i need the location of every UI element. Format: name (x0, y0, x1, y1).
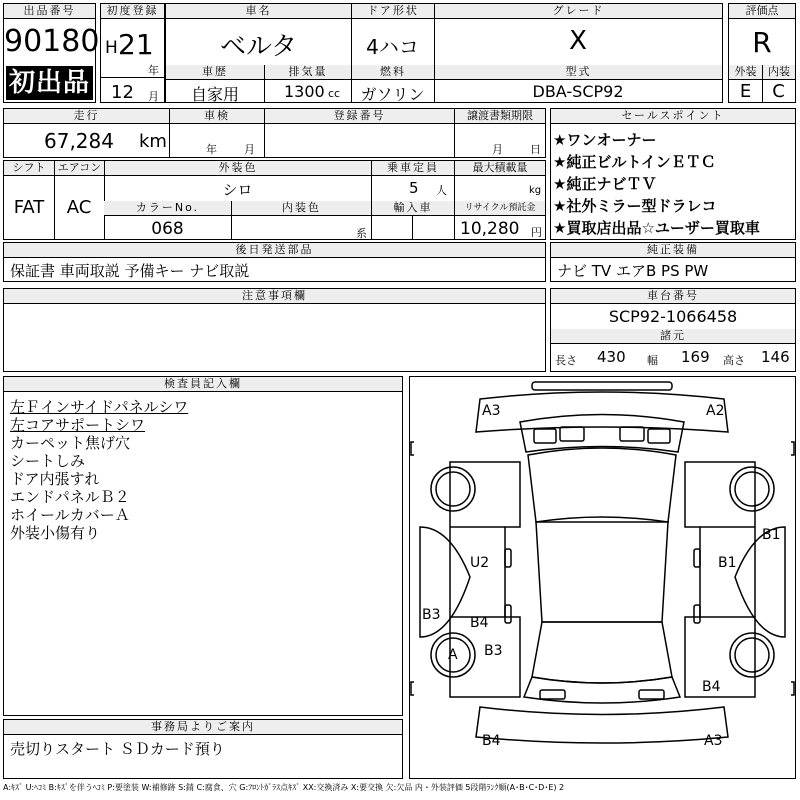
inspector-label: 検査員記入欄 (4, 377, 402, 392)
lot-number: 90180 (4, 24, 100, 59)
fuel: ガソリン (360, 85, 425, 104)
mileage: 67,284 (44, 129, 114, 153)
height-label: 高さ (723, 354, 745, 367)
ext-color-label: 外装色 (104, 161, 371, 176)
score: R (752, 26, 772, 59)
registration-label: 登録番号 (264, 109, 454, 124)
capacity-unit: 人 (436, 184, 447, 197)
recycle-fee: 10,280 (460, 219, 520, 239)
shift-label: シフト (4, 161, 54, 176)
month-unit: 月 (148, 90, 159, 103)
inspection-year-unit: 年 (206, 143, 217, 156)
transfer-day-unit: 日 (530, 143, 541, 156)
chassis-box (550, 288, 796, 372)
history-label: 車歴 (166, 65, 264, 80)
chassis-number: SCP92-1066458 (608, 307, 738, 326)
mileage-unit: km (139, 131, 167, 152)
damage-mark: B3 (422, 607, 441, 623)
spec-box (3, 160, 546, 240)
genuine-label: 純正装備 (551, 243, 795, 258)
first-reg-label: 初度登録 (101, 4, 164, 19)
later-parts-box (3, 242, 546, 282)
transfer-label: 譲渡書類期限 (454, 109, 545, 124)
main-info-box (165, 3, 723, 103)
damage-mark: B4 (470, 615, 489, 631)
sales-point-item: ★純正ナビＴＶ (553, 175, 657, 193)
first-registration-box (100, 3, 165, 103)
lot-box (3, 3, 100, 103)
import-label: 輸入車 (371, 201, 454, 216)
score-label: 評価点 (729, 4, 795, 19)
chassis-label: 車台番号 (551, 289, 795, 304)
score-box (728, 3, 796, 103)
genuine-equipment: ナビ TV エアB PS PW (557, 262, 709, 280)
car-name-label: 車名 (166, 4, 351, 19)
footer-legend: A:ｷｽﾞ U:ﾍｺﾐ B:ｷｽﾞを伴うﾍｺﾐ P:要塗装 W:補修跡 S:錆 C:腐食、穴 G:ﾌﾛﾝﾄｶﾞﾗｽ点ｷｽﾞ XX:交換済み X:要交換 欠:欠品 内・外装評価 5段階ﾗﾝｸ順(A･B･C･D･E) 2 (3, 783, 565, 792)
damage-mark: A2 (706, 403, 725, 419)
int-score-label: 内装 (762, 65, 795, 80)
sales-point-item: ★純正ビルトインＥＴＣ (553, 153, 716, 171)
int-score: C (772, 81, 785, 102)
inspector-note: 左Ｆインサイドパネルシワ (10, 398, 189, 416)
inspector-note: エンドパネルＢ２ (10, 488, 130, 506)
history: 自家用 (190, 85, 239, 104)
later-parts-label: 後日発送部品 (4, 243, 545, 258)
caution-label: 注意事項欄 (4, 289, 545, 304)
office-box (3, 719, 403, 779)
sales-point-item: ★ワンオーナー (553, 131, 657, 149)
model: DBA-SCP92 (532, 82, 624, 101)
office-notice: 売切りスタート ＳＤカード預り (10, 740, 225, 758)
damage-mark: B1 (718, 555, 737, 571)
door-label: ドア形状 (351, 4, 434, 19)
grade-label: グレード (434, 4, 722, 19)
int-color-unit: 系 (356, 227, 367, 240)
length-label: 長さ (555, 354, 577, 367)
later-parts: 保証書 車両取説 予備キー ナビ取説 (10, 262, 250, 280)
mileage-box (3, 108, 546, 158)
inspection-month-unit: 月 (244, 143, 255, 156)
caution-box (3, 288, 546, 372)
capacity-label: 乗車定員 (371, 161, 454, 176)
sales-point-item: ★社外ミラー型ドラレコ (553, 197, 717, 215)
mileage-label: 走行 (4, 109, 169, 124)
sales-points-box (550, 108, 796, 240)
inspector-note: ドア内張すれ (10, 470, 100, 488)
inspector-note: 外装小傷有り (10, 524, 101, 542)
height: 146 (761, 348, 790, 366)
ext-score: E (739, 81, 752, 102)
max-load-unit: kg (529, 185, 542, 196)
model-label: 型式 (434, 65, 722, 80)
genuine-equipment-box (550, 242, 796, 282)
fuel-label: 燃料 (351, 65, 434, 80)
transfer-month-unit: 月 (492, 143, 503, 156)
sales-point-item: ★買取店出品☆ユーザー買取車 (553, 219, 760, 237)
inspector-note: 左コアサポートシワ (10, 416, 146, 434)
color-no-label: カラーNo. (104, 201, 231, 216)
inspector-note: ホイールカバーＡ (10, 506, 130, 524)
inspection-label: 車検 (169, 109, 264, 124)
inspector-note: カーペット焦げ穴 (10, 434, 131, 452)
car-name: ベルタ (220, 32, 297, 62)
dims-label: 諸元 (551, 329, 795, 344)
damage-mark: B1 (762, 527, 781, 543)
aircon: AC (66, 197, 92, 218)
length: 430 (597, 348, 626, 366)
ext-color: シロ (222, 181, 253, 199)
damage-mark: B3 (484, 643, 503, 659)
inspector-note: シートしみ (10, 452, 86, 470)
capacity: 5 (409, 179, 419, 197)
displacement: 1300 (284, 82, 325, 101)
first-reg-year: 21 (118, 28, 154, 61)
shift: FAT (13, 197, 45, 218)
first-reg-month: 12 (111, 82, 134, 103)
sales-points-label: セールスポイント (551, 109, 795, 124)
damage-mark: U2 (470, 555, 490, 571)
recycle-unit: 円 (531, 226, 542, 239)
displacement-label: 排気量 (264, 65, 351, 80)
lot-label: 出品番号 (4, 4, 95, 19)
damage-mark: B4 (702, 679, 721, 695)
inspector-box (3, 376, 403, 716)
grade: X (569, 26, 587, 56)
car-outline-diagram (410, 377, 795, 778)
max-load-label: 最大積載量 (454, 161, 545, 176)
office-label: 事務局よりご案内 (4, 720, 402, 735)
first-reg-era: H (105, 38, 118, 58)
ext-score-label: 外装 (729, 65, 762, 80)
damage-mark: B4 (482, 733, 501, 749)
door-type: 4ハコ (366, 35, 419, 59)
car-diagram (409, 376, 796, 779)
displacement-unit: cc (328, 87, 341, 100)
damage-mark: A3 (704, 733, 723, 749)
recycle-label: リサイクル預託金 (454, 201, 545, 216)
int-color-label: 内装色 (231, 201, 371, 216)
year-unit: 年 (148, 64, 159, 77)
width-label: 幅 (647, 354, 658, 367)
color-no: 068 (151, 219, 184, 239)
damage-mark: A (448, 647, 458, 663)
first-listing-badge: 初出品 (6, 66, 93, 100)
width: 169 (681, 348, 710, 366)
aircon-label: エアコン (54, 161, 104, 176)
damage-mark: A3 (482, 403, 501, 419)
